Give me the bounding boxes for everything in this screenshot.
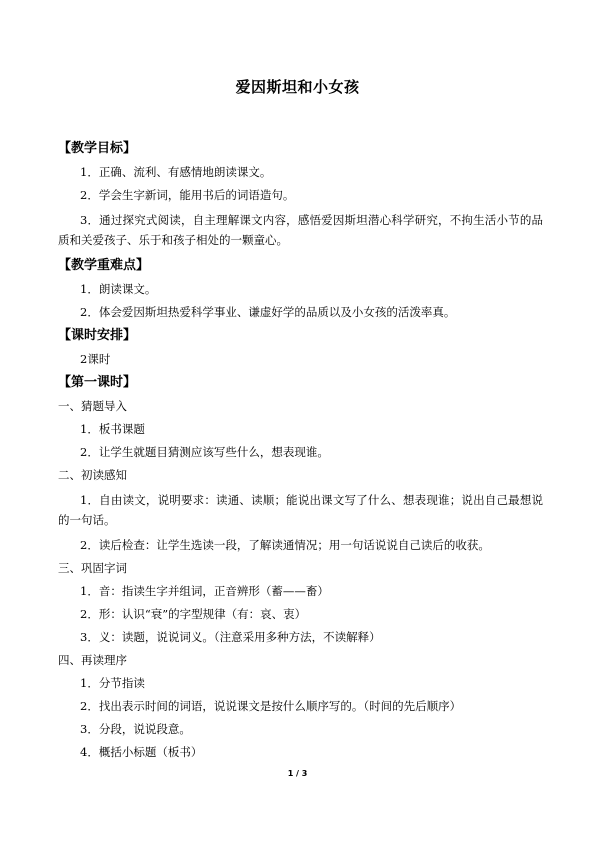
lesson-part-item: 3．分段，说说段意。 — [80, 722, 191, 736]
section-heading-key-points: 【教学重难点】 — [58, 258, 150, 273]
section-heading-schedule: 【课时安排】 — [58, 328, 137, 343]
goal-item: 1．正确、流利、有感情地朗读课文。 — [80, 165, 272, 179]
lesson-part-title: 二、初读感知 — [58, 468, 127, 482]
lesson-part-item: 1．音：指读生字并组词，正音辨形（蓄——畜） — [80, 584, 329, 598]
section-heading-goals: 【教学目标】 — [58, 141, 137, 156]
lesson-part-item: 1．自由读文，说明要求：读通、读顺；能说出课文写了什么、想表现谁；说出自己最想说的一句话。 — [58, 493, 543, 527]
lesson-part-item: 2．形：认识“衰”的字型规律（有：哀、衷） — [80, 607, 307, 621]
lesson-part-title: 三、巩固字词 — [58, 561, 127, 575]
lesson-part-title: 四、再读理序 — [58, 653, 127, 667]
lesson-part-title: 一、猜题导入 — [58, 399, 127, 413]
schedule-text: 2课时 — [80, 352, 111, 366]
goal-item: 3．通过探究式阅读，自主理解课文内容，感悟爱因斯坦潜心科学研究，不拘生活小节的品质和关爱孩子、乐于和孩子相处的一颗童心。 — [58, 213, 543, 247]
lesson-part-item: 3．义：读题，说说词义。（注意采用多种方法，不读解释） — [80, 630, 381, 644]
lesson-part-item: 1．分节指读 — [80, 676, 145, 690]
key-point-item: 1．朗读课文。 — [80, 282, 157, 296]
lesson-part-item: 4．概括小标题（板书） — [80, 745, 203, 759]
lesson-part-item: 1．板书课题 — [80, 422, 145, 436]
goal-item: 2．学会生字新词，能用书后的词语造句。 — [80, 188, 295, 202]
key-point-item: 2．体会爱因斯坦热爱科学事业、谦虚好学的品质以及小女孩的活泼率真。 — [80, 305, 456, 319]
lesson-part-item: 2．找出表示时间的词语，说说课文是按什么顺序写的。（时间的先后顺序） — [80, 699, 462, 713]
document-title: 爱因斯坦和小女孩 — [235, 78, 360, 96]
section-heading-lesson1: 【第一课时】 — [58, 375, 137, 390]
lesson-part-item: 2．读后检查：让学生选读一段，了解读通情况；用一句话说说自己读后的收获。 — [80, 538, 490, 552]
lesson-part-item: 2．让学生就题目猜测应该写些什么，想表现谁。 — [80, 445, 329, 459]
document-body — [58, 140, 543, 767]
page-number: 1 / 3 — [287, 769, 308, 778]
